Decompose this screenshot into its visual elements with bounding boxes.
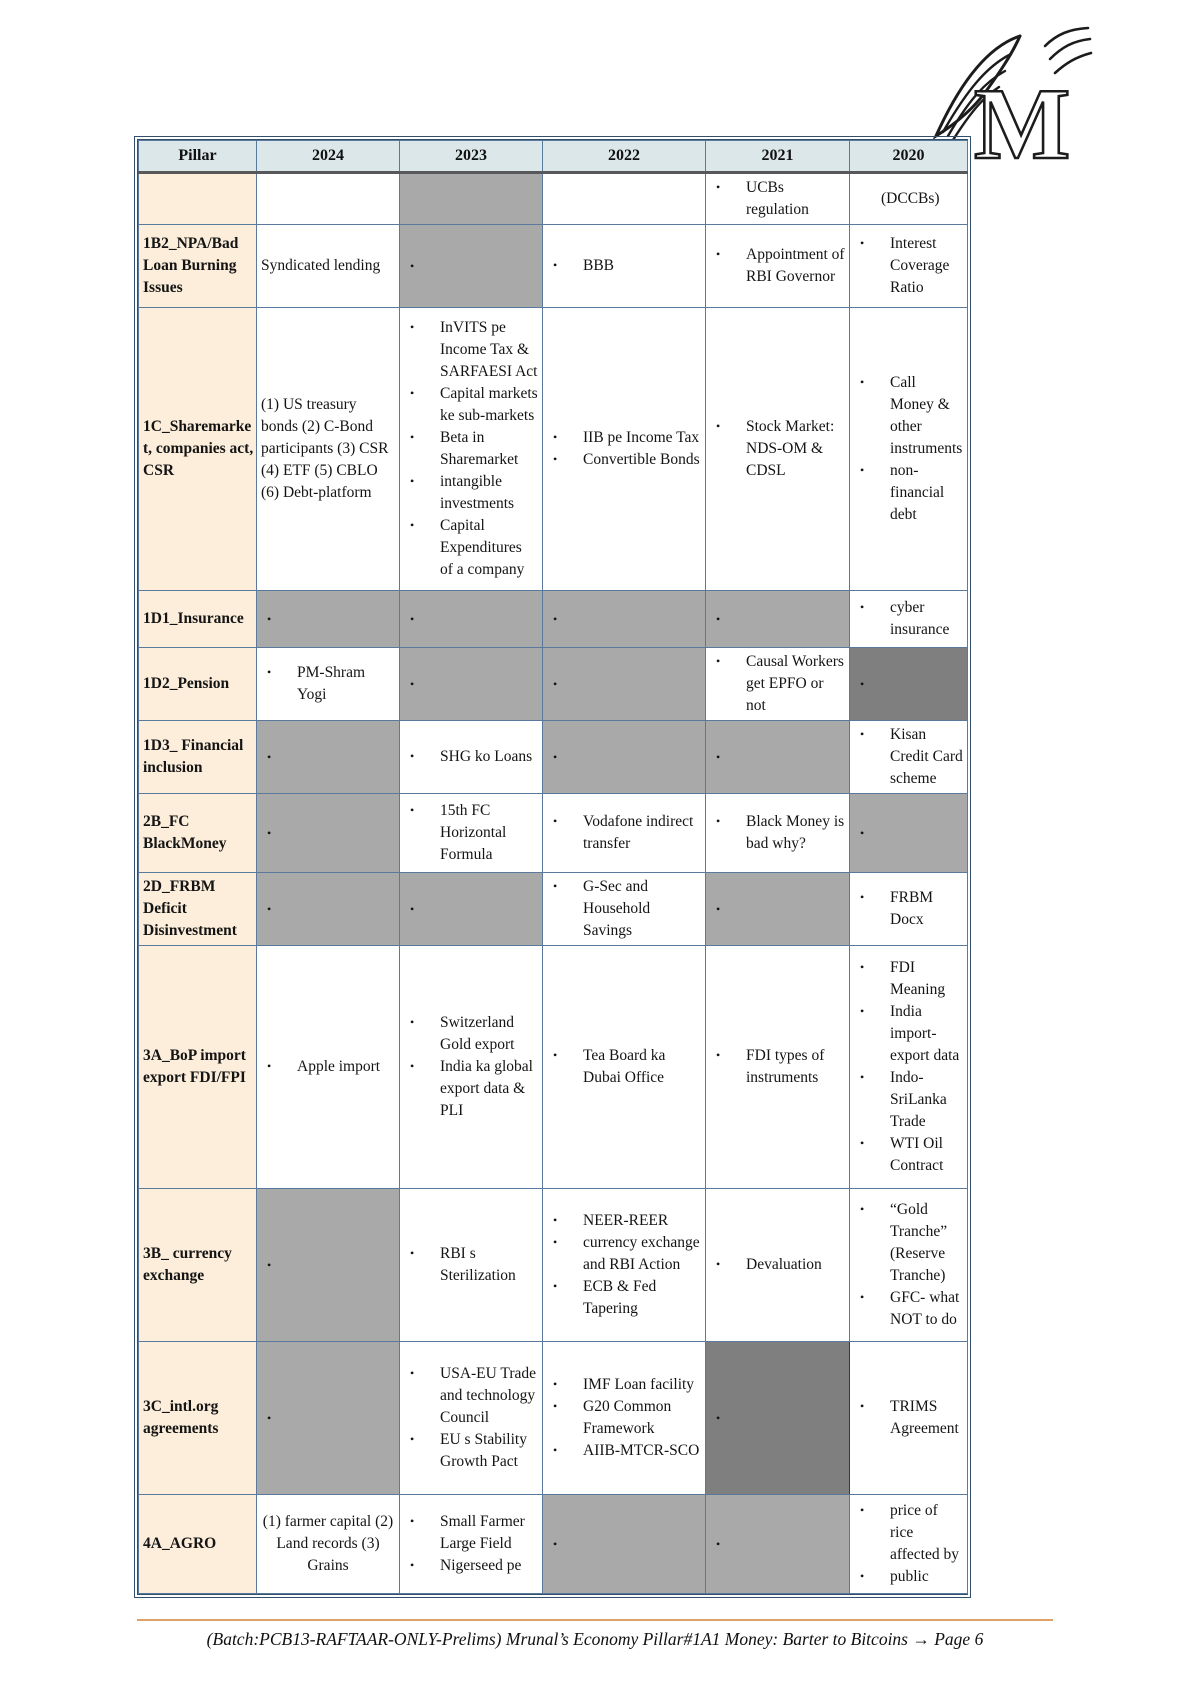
bullet-icon: • — [553, 814, 558, 828]
bullet-icon: • — [553, 452, 558, 466]
bullet-item — [544, 1440, 704, 1462]
bullet-text: Causal Workers get EPFO or not — [746, 653, 844, 714]
column-header-2022: 2022 — [543, 141, 706, 173]
bullet-item — [707, 1408, 848, 1429]
cell-2023 — [400, 1189, 543, 1342]
cell-2024 — [257, 1495, 400, 1594]
cell-2021 — [706, 1342, 850, 1495]
bullet-item — [851, 724, 966, 790]
bullet-item — [851, 1566, 966, 1588]
bullet-icon: • — [410, 518, 415, 532]
bullet-icon: • — [716, 814, 721, 828]
cell-text: (DCCBs) — [881, 190, 940, 207]
bullet-item — [258, 823, 398, 844]
bullet-icon: • — [716, 611, 721, 626]
bullet-item — [401, 746, 541, 768]
cell-2023 — [400, 648, 543, 721]
table — [138, 140, 968, 1594]
bullet-icon: • — [716, 180, 721, 194]
cell-2020 — [850, 591, 968, 648]
bullet-item — [544, 1396, 704, 1440]
bullet-item — [258, 1408, 398, 1429]
pillar-cell: 3B_ currency exchange — [139, 1189, 257, 1342]
cell-2022 — [543, 721, 706, 794]
bullet-text: Appointment of RBI Governor — [746, 246, 845, 285]
bullet-item — [851, 233, 966, 299]
bullet-icon: • — [860, 1070, 865, 1084]
cell-2021 — [706, 173, 850, 225]
bullet-item — [851, 1001, 966, 1067]
cell-2020 — [850, 1189, 968, 1342]
bullet-icon: • — [860, 236, 865, 250]
cell-text: Syndicated lending — [261, 257, 381, 274]
bullet-item — [401, 256, 541, 277]
cell-2021 — [706, 648, 850, 721]
bullet-text: Capital markets ke sub-markets — [440, 385, 538, 424]
bullet-text: USA-EU Trade and technology Council — [440, 1365, 537, 1426]
bullet-icon: • — [860, 890, 865, 904]
cell-2020 — [850, 873, 968, 946]
pillar-table-body — [139, 173, 968, 1594]
table-header-row — [139, 141, 968, 173]
bullet-item — [707, 1534, 848, 1555]
table-row — [139, 794, 968, 873]
cell-2021 — [706, 794, 850, 873]
bullet-text: non-financial debt — [890, 462, 945, 523]
bullet-icon: • — [553, 1279, 558, 1293]
bullet-icon: • — [716, 654, 721, 668]
cell-2020 — [850, 308, 968, 591]
bullet-item — [851, 1500, 966, 1566]
column-header-2020: 2020 — [850, 141, 968, 173]
column-header-pillar: Pillar — [139, 141, 257, 173]
bullet-item — [544, 674, 704, 695]
bullet-icon: • — [860, 1202, 865, 1216]
table-row — [139, 946, 968, 1189]
bullet-item — [851, 823, 966, 844]
bullet-icon: • — [410, 474, 415, 488]
bullet-item — [851, 460, 966, 526]
bullet-icon: • — [410, 1558, 415, 1572]
table-row — [139, 1189, 968, 1342]
bullet-item — [401, 609, 541, 630]
bullet-item — [544, 1374, 704, 1396]
bullet-icon: • — [410, 1432, 415, 1446]
bullet-icon: • — [553, 1213, 558, 1227]
bullet-item — [851, 372, 966, 460]
bullet-icon: • — [410, 320, 415, 334]
cell-2022 — [543, 794, 706, 873]
cell-2021 — [706, 225, 850, 308]
bullet-text: BBB — [583, 257, 615, 274]
pillar-cell: 1D2_Pension — [139, 648, 257, 721]
cell-2024 — [257, 225, 400, 308]
bullet-icon: • — [553, 1536, 558, 1551]
cell-2022 — [543, 648, 706, 721]
bullet-item — [707, 177, 848, 221]
cell-2020 — [850, 225, 968, 308]
pillar-cell — [139, 173, 257, 225]
cell-2022 — [543, 225, 706, 308]
bullet-item — [258, 662, 398, 706]
bullet-icon: • — [553, 430, 558, 444]
bullet-icon: • — [553, 1048, 558, 1062]
cell-2024 — [257, 1189, 400, 1342]
bullet-icon: • — [553, 1443, 558, 1457]
bullet-text: NEER-REER — [583, 1212, 669, 1229]
bullet-text: Devaluation — [746, 1256, 822, 1273]
bullet-item — [707, 609, 848, 630]
pillar-cell: 2B_FC BlackMoney — [139, 794, 257, 873]
cell-2024 — [257, 873, 400, 946]
bullet-text: UCBs regulation — [746, 179, 809, 218]
cell-2021 — [706, 1189, 850, 1342]
bullet-item — [401, 899, 541, 920]
bullet-icon: • — [410, 1059, 415, 1073]
pillar-cell: 4A_AGRO — [139, 1495, 257, 1594]
bullet-text: RBI s Sterilization — [440, 1245, 516, 1284]
cell-2022 — [543, 946, 706, 1189]
bullet-icon: • — [860, 375, 865, 389]
bullet-icon: • — [553, 749, 558, 764]
bullet-icon: • — [716, 901, 721, 916]
bullet-icon: • — [410, 1246, 415, 1260]
bullet-item — [707, 1254, 848, 1276]
logo-letter-m: M — [974, 68, 1071, 168]
cell-2024 — [257, 1342, 400, 1495]
bullet-text: FDI Meaning — [890, 959, 946, 998]
bullet-item — [851, 1199, 966, 1287]
bullet-icon: • — [410, 749, 415, 763]
bullet-text: Capital Expenditures of a company — [440, 517, 525, 578]
bullet-icon: • — [553, 611, 558, 626]
bullet-icon: • — [860, 463, 865, 477]
bullet-item — [707, 899, 848, 920]
bullet-icon: • — [267, 1059, 272, 1073]
cell-2021 — [706, 308, 850, 591]
column-header-2024: 2024 — [257, 141, 400, 173]
bullet-text: 15th FC Horizontal Formula — [440, 802, 507, 863]
bullet-item — [707, 747, 848, 768]
bullet-text: SHG ko Loans — [440, 748, 533, 765]
bullet-icon: • — [267, 665, 272, 679]
bullet-item — [544, 1276, 704, 1320]
cell-2020 — [850, 1495, 968, 1594]
bullet-item — [401, 674, 541, 695]
bullet-text: Stock Market: NDS-OM & CDSL — [746, 418, 835, 479]
bullet-icon: • — [267, 901, 272, 916]
bullet-icon: • — [267, 1257, 272, 1272]
bullet-text: Switzerland Gold export — [440, 1014, 515, 1053]
bullet-icon: • — [553, 676, 558, 691]
bullet-item — [851, 1396, 966, 1440]
bullet-icon: • — [860, 1569, 865, 1583]
bullet-text: AIIB-MTCR-SCO — [583, 1442, 700, 1459]
cell-2020 — [850, 946, 968, 1189]
bullet-item — [258, 1255, 398, 1276]
bullet-text: IIB pe Income Tax — [583, 429, 700, 446]
bullet-text: InVITS pe Income Tax & SARFAESI Act — [440, 319, 538, 380]
pillar-cell: 3A_BoP import export FDI/FPI — [139, 946, 257, 1189]
bullet-item — [401, 1012, 541, 1056]
bullet-item — [544, 255, 704, 277]
bullet-item — [544, 427, 704, 449]
bullet-item — [401, 800, 541, 866]
bullet-icon: • — [410, 1366, 415, 1380]
bullet-text: currency exchange and RBI Action — [583, 1234, 700, 1273]
bullet-item — [258, 747, 398, 768]
bullet-item — [401, 515, 541, 581]
bullet-item — [544, 876, 704, 942]
cell-2020 — [850, 794, 968, 873]
table-row — [139, 591, 968, 648]
bullet-item — [851, 1287, 966, 1331]
bullet-icon: • — [860, 1136, 865, 1150]
bullet-item — [401, 1363, 541, 1429]
bullet-text: ECB & Fed Tapering — [583, 1278, 657, 1317]
bullet-item — [258, 899, 398, 920]
bullet-icon: • — [410, 258, 415, 273]
cell-2024 — [257, 308, 400, 591]
cell-2022 — [543, 308, 706, 591]
bullet-item — [401, 427, 541, 471]
cell-2023 — [400, 794, 543, 873]
bullet-icon: • — [553, 1235, 558, 1249]
bullet-item — [401, 1555, 541, 1577]
bullet-icon: • — [860, 825, 865, 840]
bullet-item — [401, 1243, 541, 1287]
bullet-item — [401, 1429, 541, 1473]
bullet-item — [401, 317, 541, 383]
bullet-icon: • — [860, 676, 865, 691]
bullet-icon: • — [553, 879, 558, 893]
cell-2023 — [400, 1342, 543, 1495]
bullet-text: G-Sec and Household Savings — [583, 878, 651, 939]
bullet-item — [851, 1133, 966, 1177]
bullet-item — [544, 747, 704, 768]
bullet-icon: • — [716, 247, 721, 261]
bullet-text: Small Farmer Large Field — [440, 1513, 525, 1552]
cell-2022 — [543, 873, 706, 946]
bullet-text: India ka global export data & PLI — [440, 1058, 533, 1119]
bullet-text: Nigerseed pe — [440, 1557, 522, 1574]
bullet-icon: • — [410, 676, 415, 691]
bullet-item — [401, 383, 541, 427]
table-row — [139, 648, 968, 721]
bullet-text: IMF Loan facility — [583, 1376, 695, 1393]
bullet-item — [851, 887, 966, 931]
footer-text: (Batch:PCB13-RAFTAAR-ONLY-Prelims) Mrunal’s Economy Pillar#1A1 Money: Barter to Bitcoins → Page 6 — [206, 1629, 984, 1649]
bullet-text: PM-Shram Yogi — [297, 664, 366, 703]
bullet-item — [707, 416, 848, 482]
bullet-text: Interest Coverage Ratio — [890, 235, 950, 296]
bullet-icon: • — [410, 430, 415, 444]
bullet-icon: • — [860, 1399, 865, 1413]
cell-2023 — [400, 946, 543, 1189]
cell-text: (1) US treasury bonds (2) C-Bond participants (3) CSR (4) ETF (5) CBLO (6) Debt-platform — [261, 396, 389, 501]
bullet-icon: • — [267, 749, 272, 764]
cell-2021 — [706, 946, 850, 1189]
bullet-item — [707, 811, 848, 855]
bullet-text: Convertible Bonds — [583, 451, 700, 468]
cell-2022 — [543, 173, 706, 225]
bullet-text: Apple import — [297, 1058, 381, 1075]
bullet-item — [544, 1045, 704, 1089]
cell-2022 — [543, 591, 706, 648]
bullet-icon: • — [716, 1410, 721, 1425]
cell-2023 — [400, 173, 543, 225]
bullet-text: price of rice affected by — [890, 1502, 959, 1563]
bullet-text: GFC- what NOT to do — [890, 1289, 960, 1328]
bullet-text: G20 Common Framework — [583, 1398, 672, 1437]
table-row — [139, 873, 968, 946]
bullet-text: FDI types of instruments — [746, 1047, 825, 1086]
bullet-icon: • — [716, 419, 721, 433]
pillar-cell: 3C_intl.org agreements — [139, 1342, 257, 1495]
bullet-text: Tea Board ka Dubai Office — [583, 1047, 666, 1086]
cell-2022 — [543, 1189, 706, 1342]
bullet-icon: • — [716, 749, 721, 764]
table-row — [139, 308, 968, 591]
bullet-item — [401, 1511, 541, 1555]
bullet-text: India import-export data — [890, 1003, 960, 1064]
column-header-2023: 2023 — [400, 141, 543, 173]
bullet-item — [707, 244, 848, 288]
bullet-item — [544, 449, 704, 471]
bullet-icon: • — [860, 600, 865, 614]
bullet-icon: • — [860, 960, 865, 974]
bullet-icon: • — [267, 611, 272, 626]
bullet-icon: • — [410, 1015, 415, 1029]
cell-2021 — [706, 721, 850, 794]
bullet-item — [851, 1067, 966, 1133]
pillar-year-table — [137, 139, 968, 1595]
cell-2023 — [400, 721, 543, 794]
bullet-icon: • — [860, 727, 865, 741]
bullet-icon: • — [410, 611, 415, 626]
bullet-item — [401, 471, 541, 515]
cell-2020 — [850, 1342, 968, 1495]
bullet-icon: • — [716, 1048, 721, 1062]
cell-2020 — [850, 173, 968, 225]
table-row — [139, 1495, 968, 1594]
bullet-item — [851, 957, 966, 1001]
bullet-icon: • — [410, 1514, 415, 1528]
cell-text: (1) farmer capital (2) Land records (3) Grains — [262, 1513, 394, 1574]
cell-2020 — [850, 648, 968, 721]
pillar-cell: 1C_Sharemarket, companies act, CSR — [139, 308, 257, 591]
bullet-item — [544, 1232, 704, 1276]
cell-2023 — [400, 1495, 543, 1594]
bullet-text: Vodafone indirect transfer — [583, 813, 694, 852]
bullet-item — [707, 651, 848, 717]
bullet-icon: • — [860, 1503, 865, 1517]
pillar-cell: 1D3_ Financial inclusion — [139, 721, 257, 794]
cell-2024 — [257, 648, 400, 721]
bullet-text: Call Money & other instruments — [890, 374, 963, 457]
bullet-item — [544, 1534, 704, 1555]
table-row — [139, 173, 968, 225]
bullet-item — [544, 1210, 704, 1232]
cell-2024 — [257, 794, 400, 873]
bullet-icon: • — [860, 1004, 865, 1018]
cell-2022 — [543, 1495, 706, 1594]
bullet-item — [544, 811, 704, 855]
column-header-2021: 2021 — [706, 141, 850, 173]
cell-2022 — [543, 1342, 706, 1495]
bullet-text: intangible investments — [440, 473, 515, 512]
cell-2020 — [850, 721, 968, 794]
bullet-text: WTI Oil Contract — [890, 1135, 944, 1174]
bullet-icon: • — [410, 803, 415, 817]
bullet-icon: • — [553, 1377, 558, 1391]
bullet-text: FRBM Docx — [890, 889, 934, 928]
cell-2021 — [706, 873, 850, 946]
bullet-item — [258, 1056, 398, 1078]
cell-2024 — [257, 173, 400, 225]
cell-2023 — [400, 873, 543, 946]
bullet-item — [851, 597, 966, 641]
cell-2021 — [706, 591, 850, 648]
bullet-text: Indo-SriLanka Trade — [890, 1069, 947, 1130]
bullet-text: “Gold Tranche” (Reserve Tranche) — [890, 1201, 948, 1284]
bullet-item — [544, 609, 704, 630]
cell-2024 — [257, 946, 400, 1189]
table-row — [139, 1342, 968, 1495]
bullet-text: cyber insurance — [890, 599, 950, 638]
cell-2023 — [400, 308, 543, 591]
pillar-cell: 1B2_NPA/Bad Loan Burning Issues — [139, 225, 257, 308]
pillar-cell: 2D_FRBM Deficit Disinvestment — [139, 873, 257, 946]
bullet-item — [851, 674, 966, 695]
bullet-text: Beta in Sharemarket — [440, 429, 519, 468]
cell-2021 — [706, 1495, 850, 1594]
footer-rule — [137, 1619, 1053, 1621]
bullet-icon: • — [716, 1536, 721, 1551]
table-row — [139, 721, 968, 794]
bullet-icon: • — [716, 1257, 721, 1271]
bullet-text: EU s Stability Growth Pact — [440, 1431, 527, 1470]
bullet-icon: • — [410, 386, 415, 400]
bullet-text: Black Money is bad why? — [746, 813, 845, 852]
bullet-item — [258, 609, 398, 630]
bullet-icon: • — [267, 825, 272, 840]
cell-2023 — [400, 225, 543, 308]
bullet-icon: • — [553, 258, 558, 272]
bullet-icon: • — [553, 1399, 558, 1413]
bullet-text: Kisan Credit Card scheme — [890, 726, 963, 787]
bullet-text: TRIMS Agreement — [890, 1398, 959, 1437]
cell-2024 — [257, 591, 400, 648]
pillar-cell: 1D1_Insurance — [139, 591, 257, 648]
bullet-icon: • — [860, 1290, 865, 1304]
bullet-icon: • — [410, 901, 415, 916]
table-row — [139, 225, 968, 308]
bullet-item — [707, 1045, 848, 1089]
bullet-icon: • — [267, 1410, 272, 1425]
cell-2023 — [400, 591, 543, 648]
bullet-text: public — [890, 1568, 929, 1585]
bullet-item — [401, 1056, 541, 1122]
cell-2024 — [257, 721, 400, 794]
